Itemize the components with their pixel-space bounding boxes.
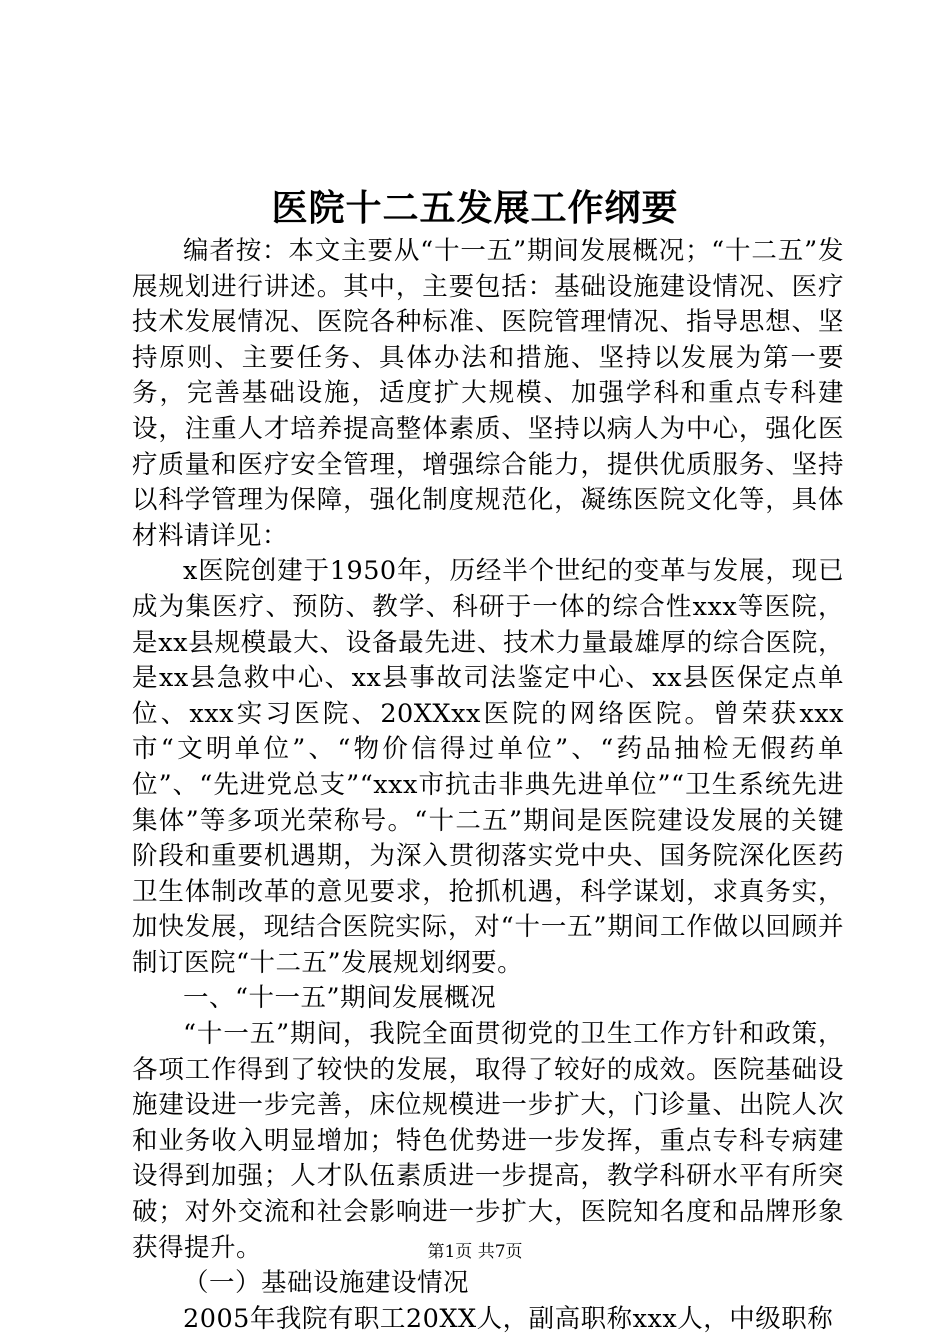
page-number: 第1页 共7页 [427,1242,523,1262]
document-title: 医院十二五发展工作纲要 [271,187,679,229]
editor-note-paragraph: 编者按：本文主要从“十一五”期间发展概况；“十二五”发展规划进行讲述。其中，主要包括：基础设施建设情况、医疗技术发展情况、医院各种标准、医院管理情况、指导思想、坚持原则、主要任务、具体办法和措施、坚持以发展为第一要务，完善基础设施，适度扩大规模、加强学科和重点专科建设，注重人才培养提高整体素质、坚持以病人为中心，强化医疗质量和医疗安全管理，增强综合能力，提供优质服务、坚持以科学管理为保障，强化制度规范化，凝练医院文化等，具体材料请详见： [132,236,844,551]
section-heading: 一、“十一五”期间发展概况 [183,983,497,1014]
staff-paragraph: 2005年我院有职工20XX人，副高职称xxx人，中级职称 [183,1303,834,1334]
overview-paragraph: “十一五”期间，我院全面贯彻党的卫生工作方针和政策，各项工作得到了较快的发展，取得了较好的成效。医院基础设施建设进一步完善，床位规模进一步扩大，门诊量、出院人次和业务收入明显增加；特色优势进一步发挥，重点专科专病建设得到加强；人才队伍素质进一步提高，教学科研水平有所突破；对外交流和社会影响进一步扩大，医院知名度和品牌形象获得提升。 [132,1019,844,1263]
document-body [132,234,844,1337]
subsection-heading: （一）基础设施建设情况 [183,1268,470,1299]
hospital-intro-paragraph: x医院创建于1950年，历经半个世纪的变革与发展，现已成为集医疗、预防、教学、科研于一体的综合性xxx等医院，是xx县规模最大、设备最先进、技术力量最雄厚的综合医院，是xx县急救中心、xx县事故司法鉴定中心、xx县医保定点单位、xxx实习医院、20XXxx医院的网络医院。曾荣获xxx市“文明单位”、“物价信得过单位”、“药品抽检无假药单位”、“先进党总支”“xxx市抗击非典先进单位”“卫生系统先进集体”等多项光荣称号。“十二五”期间是医院建设发展的关键阶段和重要机遇期，为深入贯彻落实党中央、国务院深化医药卫生体制改革的意见要求，抢抓机遇，科学谋划，求真务实，加快发展，现结合医院实际，对“十一五”期间工作做以回顾并制订医院“十二五”发展规划纲要。 [132,556,844,978]
